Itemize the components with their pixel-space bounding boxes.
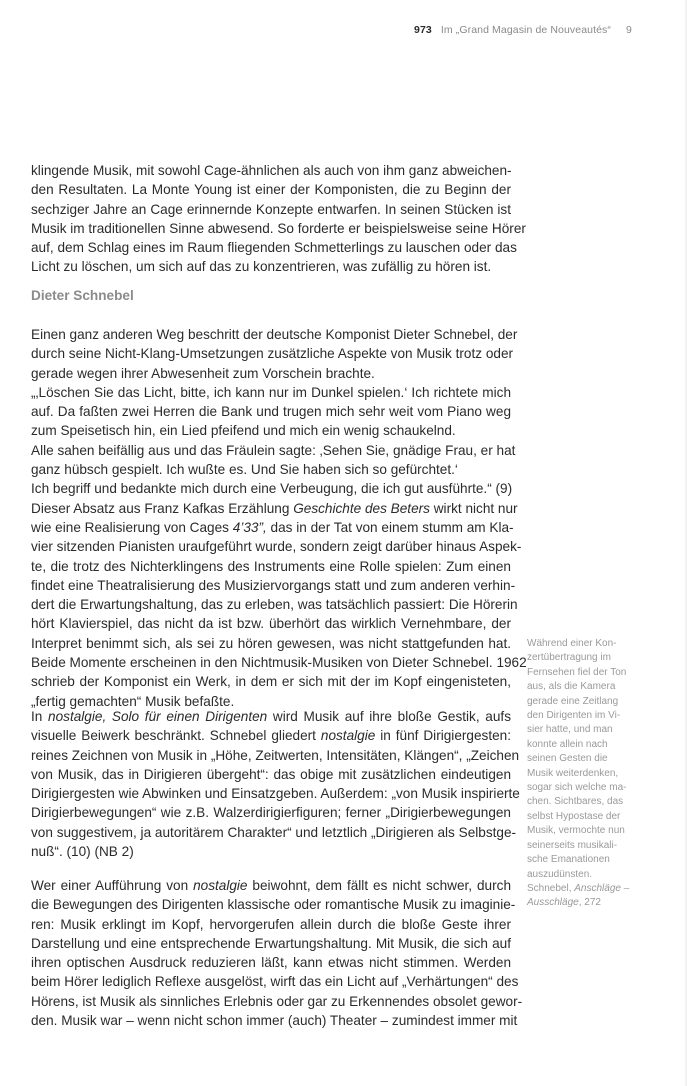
text-line: vier sitzenden Pianisten uraufgeführt wurde, sondern zeigt darüber hinaus Aspek- [31,539,522,555]
text-span: visuelle Beiwerk beschränkt. Schnebel gliedert [31,728,321,744]
chapter-title: Im „Grand Magasin de Nouveautés“ [440,24,611,36]
text-line [31,726,511,745]
text-line: reines Zeichnen von Musik in „Höhe, Zeitwerten, Intensitäten, Klängen“, „Zeichen [31,747,520,763]
text-line: Licht zu löschen, um sich auf das zu konzentrieren, was zufällig zu hören ist. [31,259,492,275]
text-line: Musik im traditionellen Sinne abwesend. So forderte er beispielsweise seine Hörer [31,220,526,236]
text-line: die Bewegungen des Dirigenten klassische oder romantische Musik zu imaginie- [31,897,516,913]
text-span: wirkt nicht nur [429,500,518,516]
text-span: Dieser Absatz aus Franz Kafkas Erzählung [31,500,294,516]
text-line: gerade wegen ihrer Abwesenheit zum Vorschein brachte. [31,365,375,381]
text-line [31,876,511,895]
work-title-cage: 4’33”, [232,519,267,535]
note-line: gerade eine Zeitlang [527,695,619,707]
note-line: selbst Hypostase der [527,810,621,822]
quote-line: Alle sahen beifällig aus und das Fräulein sagte: ‚Sehen Sie, gnädige Frau, er hat [31,442,516,458]
note-line: sogar sich welche ma- [527,782,627,794]
text-line: Hörens, ist Musik als sinnliches Erlebnis oder gar zu Erkennendes obsolet gewor- [31,993,523,1009]
text-line: schrieb der Komponist ein Werk, in dem er sich mit der im Kopf eingenisteten, [31,674,511,690]
text-line: findet eine Theatralisierung des Musiziervorgangs statt und zum anderen verhin- [31,577,516,593]
note-line: den Dirigenten im Vi- [527,710,621,722]
paragraph-performance [31,876,523,1030]
text-span: Wer einer Aufführung von [31,878,194,893]
paragraph-la-monte-young [31,161,526,277]
note-source-line [527,882,647,896]
note-line: sche Emanationen [527,854,610,866]
work-title-kafka: Geschichte des Beters [293,500,430,516]
text-line: von suggestivem, ja autoritärem Charakter“ und letztlich „Dirigieren als Selbstge- [31,824,517,840]
text-span: In [31,709,49,724]
quote-line: „‚Löschen Sie das Licht, bitte, ich kann nur im Dunkel spielen.‘ Ich richtete mich [31,384,511,400]
text-span: in fünf Dirigiergesten: [375,728,512,744]
quote-line: Ich begriff und bedankte mich durch eine Verbeugung, die ich gut ausführte.“ (9) [31,481,513,497]
text-line [31,499,518,518]
source-title: Ausschläge [527,897,579,909]
text-line: Dirigiergesten wie Abwinken und Einsatzgeben. Außerdem: „von Musik inspirierte [31,786,520,802]
text-line: klingende Musik, mit sowohl Cage-ähnlichen als auch von ihm ganz abweichen- [31,163,512,178]
text-line: Darstellung und eine entsprechende Erwartungshaltung. Mit Musik, die sich auf [31,935,511,951]
text-line: „fertig gemachten“ Musik befaßte. [31,693,235,709]
text-line: hört Klavierspiel, das nicht da ist bzw. überhört das wirklich Vernehmbare, der [31,616,511,632]
margin-note [527,637,647,911]
note-line: Während einer Kon- [527,638,617,649]
note-line: aus, als die Kamera [527,681,616,693]
text-line: te, die trotz des Nichterklingens des Instruments eine Rolle spielen: Zum einen [31,558,511,574]
text-line: dert die Erwartungshaltung, das zu erleben, was tatsächlich passiert: Die Hörerin [31,597,518,613]
text-line: auf, dem Schlag eines im Raum fliegenden Schmetterlings zu lauschen oder das [31,240,517,256]
note-line: seinerseits musikali- [527,839,618,851]
note-line: sier hatte, und man [527,724,613,736]
note-line: Fernsehen fiel der Ton [527,666,627,678]
text-span: wird Musik auf ihre bloße Gestik, aufs [267,709,511,724]
note-source-line [527,896,647,910]
source-author: Schnebel, [527,882,575,894]
text-line [31,518,514,537]
text-line [31,707,511,726]
text-line: von Musik, das in Dirigieren übergeht“: das obige mit zusätzlichen eindeutigen [31,766,511,782]
note-line: zertübertragung im [527,652,611,664]
source-page: , 272 [578,897,601,909]
work-title-nostalgie: nostalgie, Solo für einen Dirigenten [48,709,268,724]
source-title: Anschläge – [574,882,630,894]
note-line: Musik, vermochte nun [527,825,625,837]
note-line: Musik weiterdenken, [527,767,619,779]
text-span: wie eine Realisierung von Cages [31,519,233,535]
work-title-nostalgie: nostalgie [320,728,376,744]
text-line: sechziger Jahre an Cage erinnernde Konzepte entwarfen. In seinen Stücken ist [31,201,511,217]
note-line: auszudünsten. [527,868,593,880]
text-line: Dirigierbewegungen“ wie z.B. Walzerdirigierfiguren; ferner „Dirigierbewegungen [31,805,511,821]
text-line: Einen ganz anderen Weg beschritt der deutsche Komponist Dieter Schnebel, der [31,327,518,342]
note-line: konnte allein nach [527,738,608,750]
text-line: Beide Momente erscheinen in den Nichtmusik-Musiken von Dieter Schnebel. 1962 [31,655,527,671]
paragraph-schnebel-intro [31,325,527,711]
quote-line: auf. Da faßten zwei Herren die Bank und trugen mich sehr weit vom Piano weg [31,404,511,420]
text-line: Interpret benimmt sich, als sei zu hören gewesen, was nicht stattgefunden hat. [31,635,511,651]
text-line: den Resultaten. La Monte Young ist einer der Komponisten, die zu Beginn der [31,182,511,198]
text-line: den. Musik war – wenn nicht schon immer (auch) Theater – zumindest immer mit [31,1013,518,1029]
text-line: durch seine Nicht-Klang-Umsetzungen zusätzliche Aspekte von Musik trotz oder [31,346,514,362]
section-number: 9 [626,24,632,36]
text-span: das in der Tat von einem stumm am Kla- [266,519,514,535]
quote-line: zum Speisetisch hin, ein Lied pfeifend und mich ein wenig schaukelnd. [31,423,456,439]
paragraph-nostalgie [31,707,520,861]
text-line: beim Hörer lediglich Reflexe ausgelöst, wirft das ein Licht auf „Verhärtungen“ des [31,974,519,990]
note-line: chen. Sichtbares, das [527,796,624,808]
section-heading: Dieter Schnebel [31,288,134,303]
note-line: seinen Gesten die [527,753,608,765]
quote-line: ganz hübsch gespielt. Ich wußte es. Und Sie haben sich so gefürchtet.‘ [31,462,458,478]
page-number: 973 [414,24,432,36]
text-line: ren: Musik erklingt im Kopf, hervorgerufen allein durch die bloße Geste ihrer [31,916,511,932]
work-title-nostalgie: nostalgie [193,878,248,893]
running-head [414,24,632,36]
text-line: ihren optischen Ausdruck reduzieren läßt, kann etwas nicht stimmen. Werden [31,955,511,971]
text-line: nuß“. (10) (NB 2) [31,844,134,860]
text-span: beiwohnt, dem fällt es nicht schwer, durch [247,878,512,893]
